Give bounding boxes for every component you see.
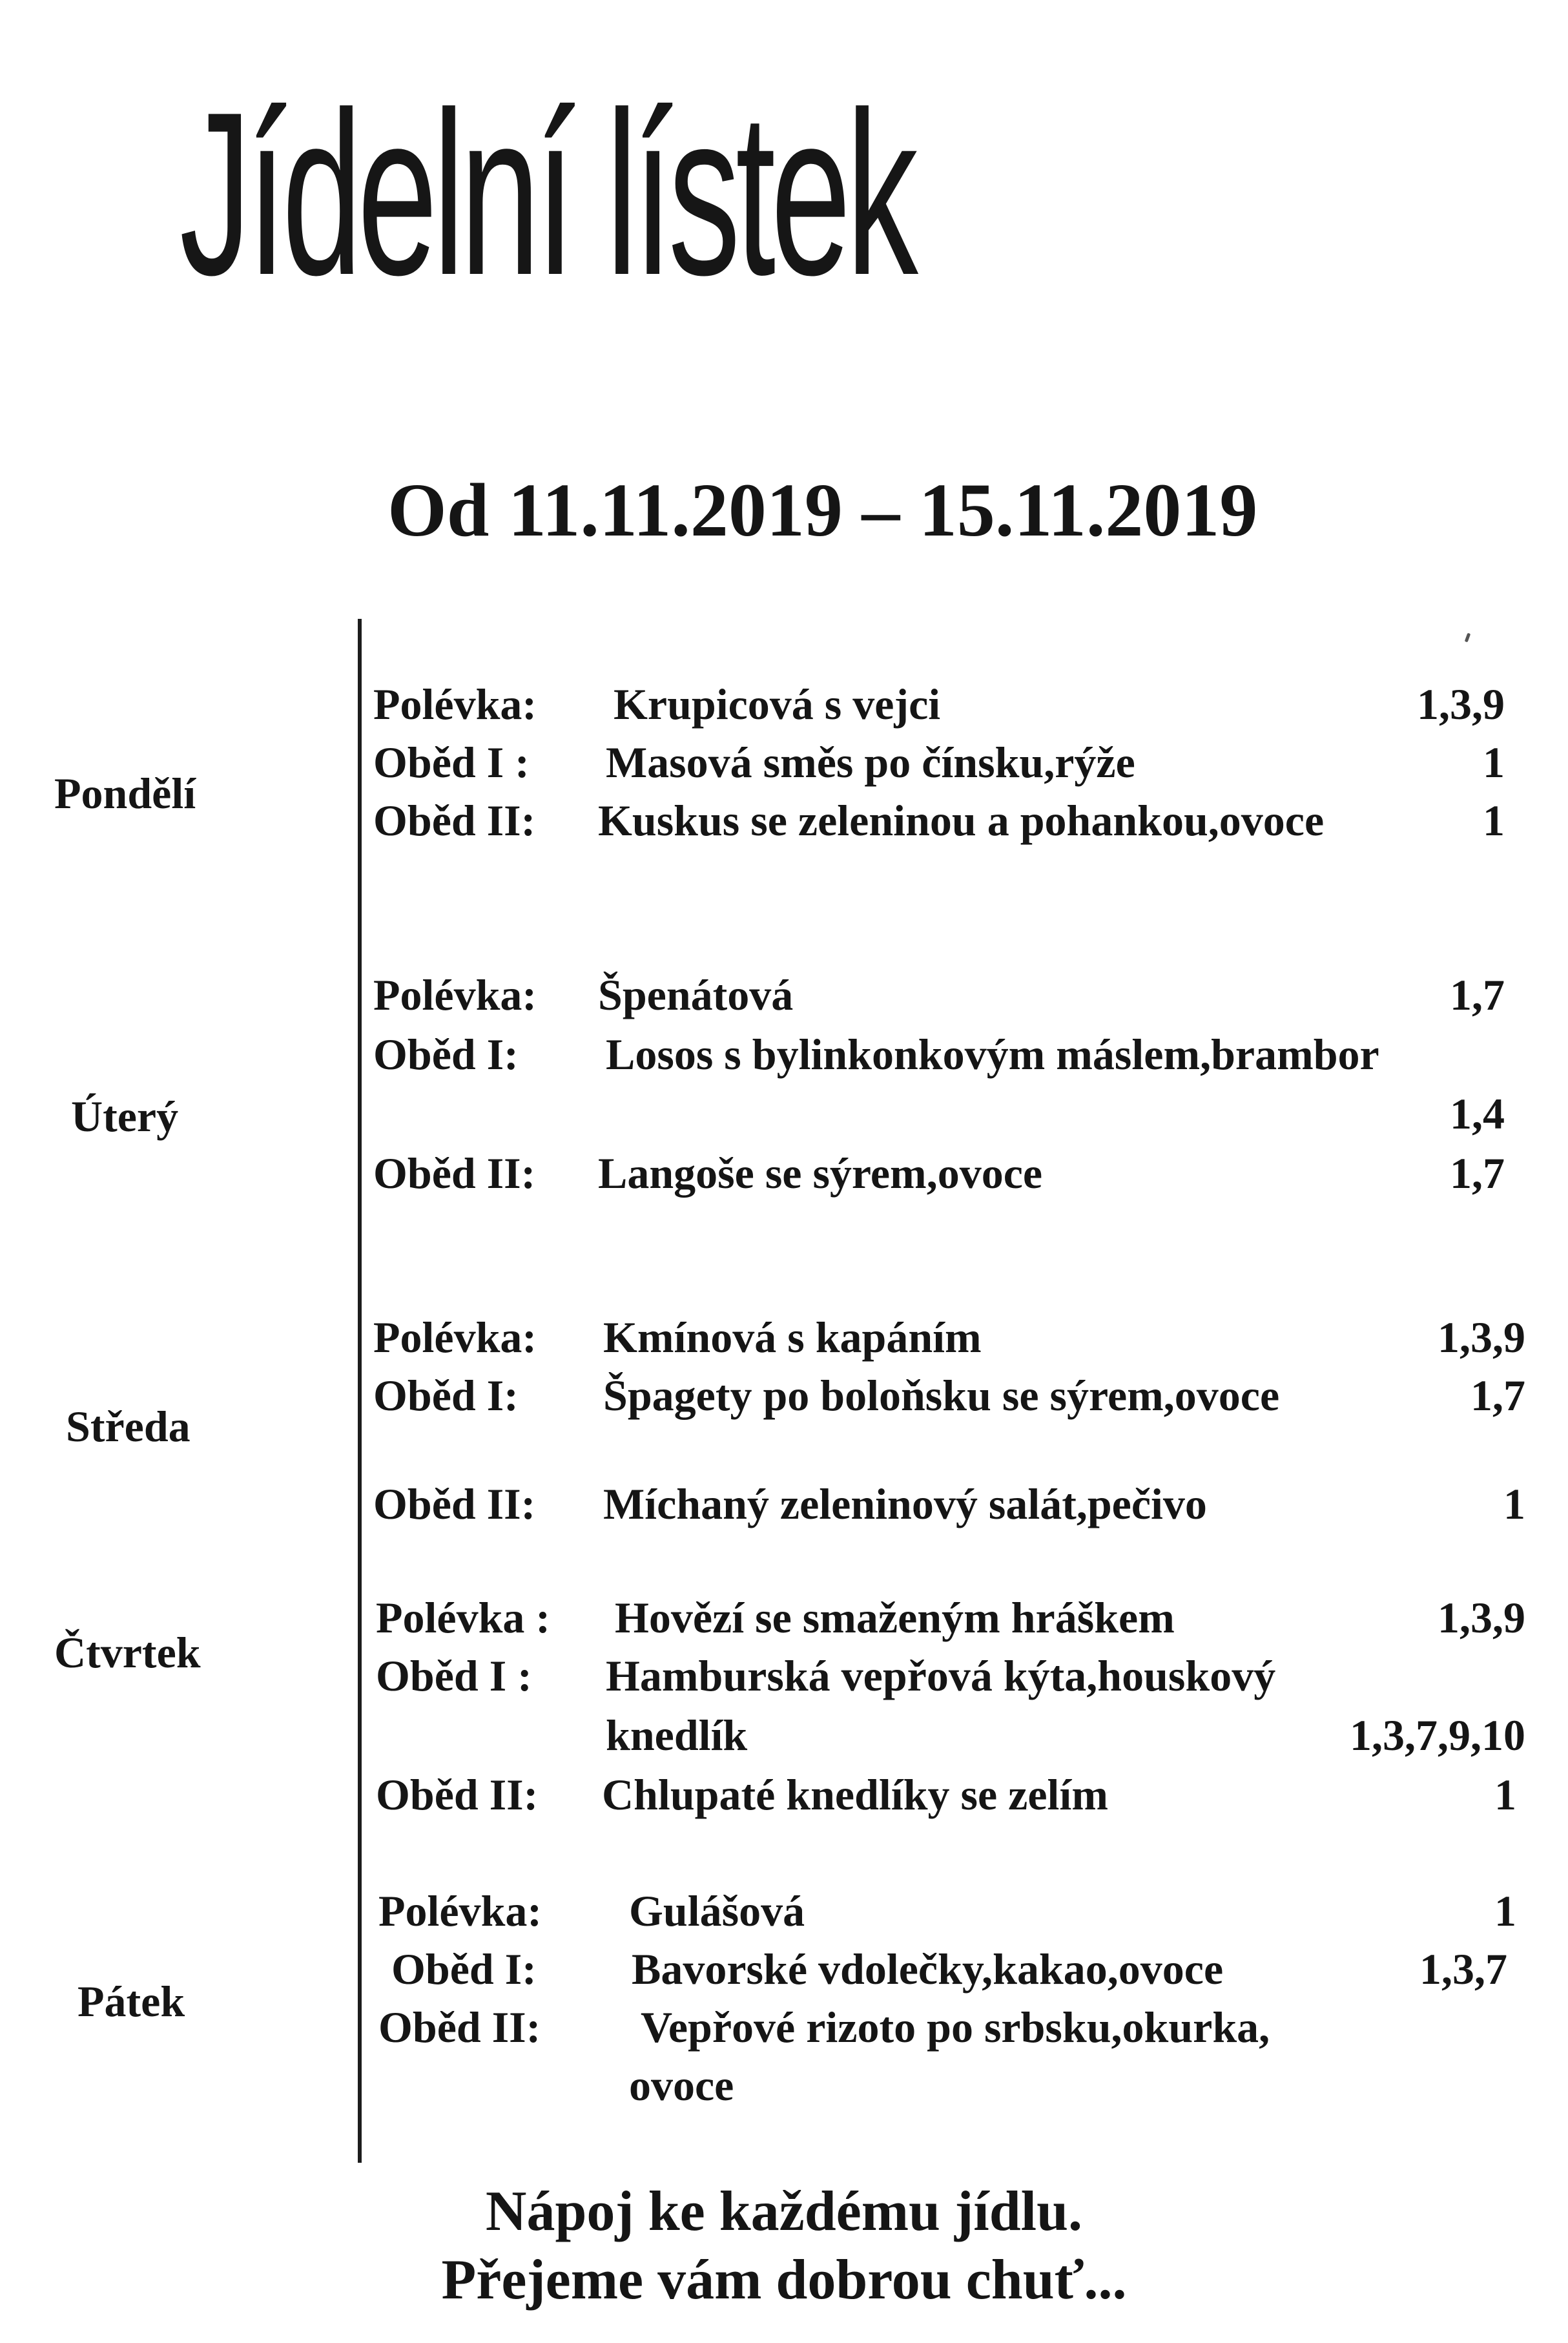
- allergen-codes: 1,7: [1470, 1371, 1525, 1420]
- dish-name: Kmínová s kapáním: [603, 1313, 982, 1362]
- vertical-divider: [358, 619, 362, 2163]
- row-label: Polévka:: [378, 1886, 542, 1935]
- dish-name: Vepřové rizoto po srbsku,okurka,: [641, 2003, 1270, 2052]
- dish-name: Hovězí se smaženým hráškem: [615, 1593, 1175, 1642]
- allergen-codes: 1,7: [1450, 970, 1505, 1019]
- dish-name: Špenátová: [598, 970, 794, 1019]
- allergen-codes: 1,3,9: [1438, 1313, 1525, 1362]
- dish-name: Chlupaté knedlíky se zelím: [602, 1770, 1108, 1819]
- dish-name: Langoše se sýrem,ovoce: [598, 1149, 1043, 1198]
- row-label: Oběd II:: [373, 1479, 536, 1528]
- dish-name: Losos s bylinkonkovým máslem,brambor: [606, 1030, 1379, 1079]
- footer-drink-note: Nápoj ke každému jídlu.: [485, 2180, 1083, 2243]
- dish-name-continued: knedlík: [606, 1711, 748, 1760]
- dish-name: Míchaný zeleninový salát,pečivo: [603, 1479, 1207, 1528]
- dish-name-continued: ovoce: [629, 2061, 734, 2110]
- allergen-codes: 1,3,9: [1438, 1593, 1525, 1642]
- footer-greeting: Přejeme vám dobrou chuť...: [441, 2249, 1127, 2311]
- allergen-codes: 1,3,9: [1417, 680, 1505, 729]
- row-label: Oběd I:: [373, 1371, 519, 1420]
- dish-name: Kuskus se zeleninou a pohankou,ovoce: [598, 796, 1325, 845]
- row-label: Oběd I:: [373, 1030, 519, 1079]
- scan-speck: [1465, 633, 1470, 643]
- date-range: Od 11.11.2019 – 15.11.2019: [387, 468, 1258, 552]
- dish-name: Gulášová: [629, 1886, 805, 1935]
- row-label: Oběd II:: [378, 2003, 541, 2052]
- allergen-codes: 1,4: [1450, 1089, 1505, 1138]
- allergen-codes: 1: [1503, 1479, 1525, 1528]
- dish-name: Masová směs po čínsku,rýže: [606, 738, 1135, 787]
- row-label: Polévka :: [376, 1593, 551, 1642]
- row-label: Polévka:: [373, 680, 537, 729]
- allergen-codes: 1: [1483, 796, 1505, 845]
- row-label: Oběd I :: [373, 738, 530, 787]
- dish-name: Bavorské vdolečky,kakao,ovoce: [632, 1944, 1224, 1994]
- row-label: Oběd II:: [373, 1149, 536, 1198]
- day-label-friday: Pátek: [77, 1977, 185, 2026]
- dish-name: Špagety po boloňsku se sýrem,ovoce: [603, 1371, 1280, 1420]
- dish-name: Hamburská vepřová kýta,houskový: [606, 1651, 1276, 1700]
- allergen-codes: 1,3,7: [1419, 1944, 1507, 1994]
- allergen-codes: 1: [1483, 738, 1505, 787]
- allergen-codes: 1: [1494, 1770, 1516, 1819]
- row-label: Oběd II:: [376, 1770, 539, 1819]
- allergen-codes: 1: [1494, 1886, 1516, 1935]
- row-label: Polévka:: [373, 1313, 537, 1362]
- row-label: Oběd I:: [391, 1944, 537, 1994]
- day-label-tuesday: Úterý: [71, 1092, 179, 1141]
- allergen-codes: 1,7: [1450, 1149, 1505, 1198]
- day-label-monday: Pondělí: [54, 769, 196, 818]
- dish-name: Krupicová s vejci: [614, 680, 941, 729]
- day-label-thursday: Čtvrtek: [54, 1628, 201, 1677]
- day-label-wednesday: Středa: [66, 1402, 191, 1451]
- row-label: Polévka:: [373, 970, 537, 1019]
- allergen-codes: 1,3,7,9,10: [1350, 1711, 1525, 1760]
- row-label: Oběd I :: [376, 1651, 532, 1700]
- page-title: Jídelní lístek: [180, 64, 914, 324]
- row-label: Oběd II:: [373, 796, 536, 845]
